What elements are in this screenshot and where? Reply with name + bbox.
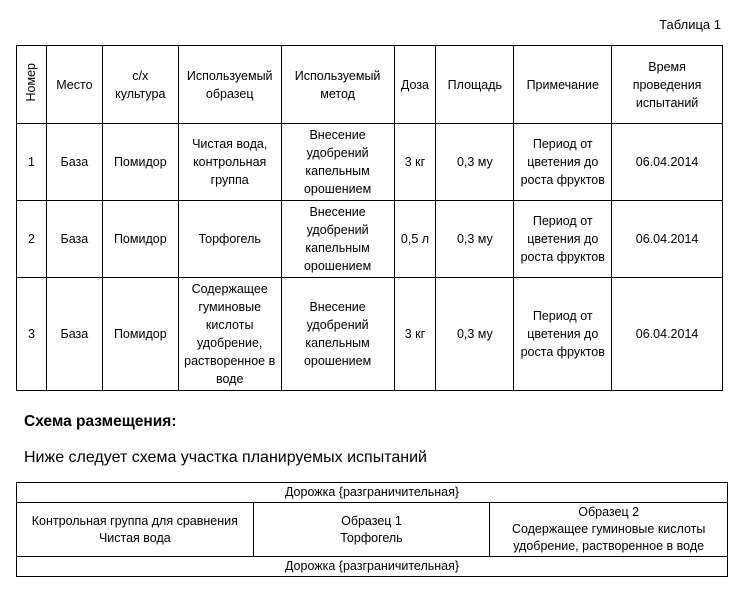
scheme-plot-control xyxy=(17,503,254,557)
header-number: Номер xyxy=(17,46,47,124)
plot-sample: Торфогель xyxy=(340,530,403,545)
cell-place: База xyxy=(46,124,102,201)
section-description: Ниже следует схема участка планируемых испытаний xyxy=(24,449,427,466)
header-time: Время проведения испытаний xyxy=(612,46,723,124)
cell-area: 0,3 му xyxy=(436,278,514,391)
table-row xyxy=(17,201,723,278)
plot-sample: Содержащее гуминовые кислоты удобрение, растворенное в воде xyxy=(511,522,706,553)
plot-label: Образец 1 xyxy=(341,513,402,528)
cell-method: Внесение удобрений капельным орошением xyxy=(281,278,394,391)
table-row xyxy=(17,124,723,201)
cell-note: Период от цветения до роста фруктов xyxy=(514,124,612,201)
header-crop: с/х культура xyxy=(102,46,178,124)
table-row xyxy=(17,278,723,391)
scheme-top-path: Дорожка {разграничительная} xyxy=(17,483,728,503)
cell-dose: 3 кг xyxy=(394,124,436,201)
cell-sample: Содержащее гуминовые кислоты удобрение, растворенное в воде xyxy=(178,278,281,391)
cell-crop: Помидор xyxy=(102,201,178,278)
cell-method: Внесение удобрений капельным орошением xyxy=(281,124,394,201)
header-note: Примечание xyxy=(514,46,612,124)
scheme-plots-row xyxy=(17,503,728,557)
cell-sample: Торфогель xyxy=(178,201,281,278)
trials-table xyxy=(16,45,723,391)
section-title: Схема размещения: xyxy=(24,413,177,430)
cell-number: 2 xyxy=(17,201,47,278)
cell-crop: Помидор xyxy=(102,278,178,391)
cell-area: 0,3 му xyxy=(436,124,514,201)
cell-crop: Помидор xyxy=(102,124,178,201)
header-dose: Доза xyxy=(394,46,436,124)
scheme-top-path-row xyxy=(17,483,728,503)
cell-dose: 3 кг xyxy=(394,278,436,391)
scheme-plot-sample-2 xyxy=(490,503,728,557)
cell-time: 06.04.2014 xyxy=(612,278,723,391)
cell-place: База xyxy=(46,201,102,278)
plot-sample: Чистая вода xyxy=(98,530,171,545)
plot-label: Контрольная группа для сравнения xyxy=(31,513,238,528)
header-method: Используемый метод xyxy=(281,46,394,124)
cell-place: База xyxy=(46,278,102,391)
header-area: Площадь xyxy=(436,46,514,124)
cell-note: Период от цветения до роста фруктов xyxy=(514,201,612,278)
cell-number: 1 xyxy=(17,124,47,201)
plot-label: Образец 2 xyxy=(578,505,640,519)
table-header-row xyxy=(17,46,723,124)
cell-sample: Чистая вода, контрольная группа xyxy=(178,124,281,201)
cell-area: 0,3 му xyxy=(436,201,514,278)
cell-time: 06.04.2014 xyxy=(612,124,723,201)
scheme-plot-sample-1 xyxy=(253,503,490,557)
layout-scheme-table xyxy=(16,482,728,577)
scheme-bottom-path: Дорожка {разграничительная} xyxy=(17,557,728,577)
cell-note: Период от цветения до роста фруктов xyxy=(514,278,612,391)
cell-method: Внесение удобрений капельным орошением xyxy=(281,201,394,278)
cell-time: 06.04.2014 xyxy=(612,201,723,278)
scheme-bottom-path-row xyxy=(17,557,728,577)
cell-dose: 0,5 л xyxy=(394,201,436,278)
cell-number: 3 xyxy=(17,278,47,391)
header-sample: Используемый образец xyxy=(178,46,281,124)
header-place: Место xyxy=(46,46,102,124)
table-caption: Таблица 1 xyxy=(659,17,721,32)
